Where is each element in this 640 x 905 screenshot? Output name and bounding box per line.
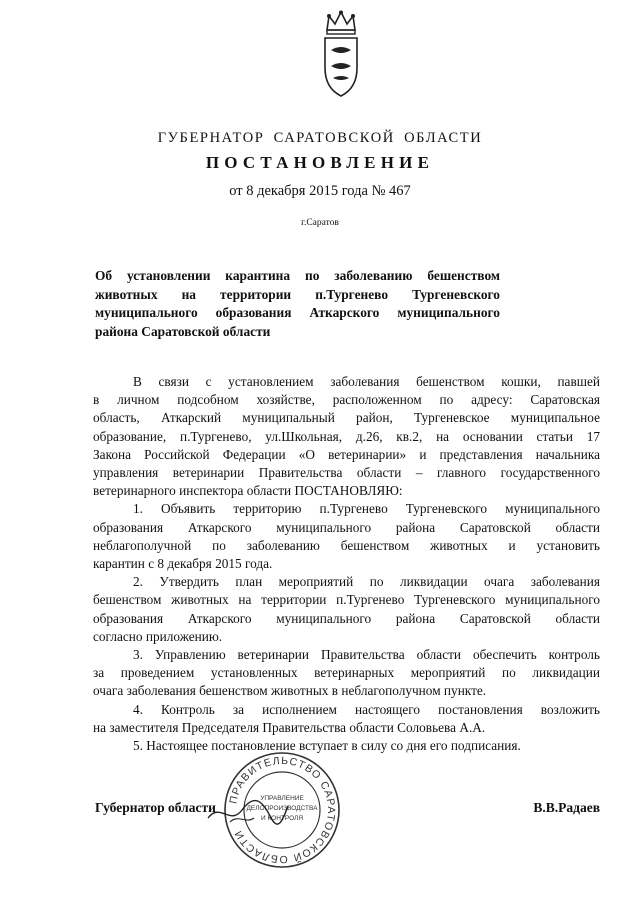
signatory-title: Губернатор области (95, 800, 216, 815)
item-3-paragraph (93, 646, 600, 701)
body-line: область, Аткарский муниципальный район, Тургеневское муниципальное (93, 410, 600, 426)
subject-line: животных на территории п.Тургенево Тургеневского (95, 286, 500, 302)
stamp-ring-text: ПРАВИТЕЛЬСТВО САРАТОВСКОЙ ОБЛАСТИ (227, 754, 338, 866)
body-line: образование, п.Тургенево, ул.Школьная, д.26, кв.2, на основании статьи 17 (93, 428, 600, 444)
subject-line: района Саратовской области (95, 323, 271, 339)
body-line: согласно приложению. (93, 628, 223, 644)
document-type: ПОСТАНОВЛЕНИЕ (205, 153, 435, 172)
body-line: Закона Российской Федерации «О ветеринарии» и представления начальника (93, 446, 600, 462)
body-line: на заместителя Председателя Правительства области Соловьева А.А. (93, 719, 486, 735)
item-2-paragraph (93, 573, 600, 646)
signatory-name: В.В.Радаев (533, 800, 600, 815)
body-line: управления ветеринарии Правительства области – главного государственного (93, 465, 600, 481)
body-line: В связи с установлением заболевания бешенством кошки, павшей (133, 374, 600, 389)
preamble-paragraph (93, 373, 600, 500)
document-subject (95, 267, 500, 341)
coat-of-arms-icon (315, 10, 367, 100)
body-line: 4. Контроль за исполнением настоящего постановления возложить (133, 701, 600, 717)
document-date-number: от 8 декабря 2015 года № 467 (229, 183, 411, 199)
body-line: образования Аткарского муниципального района Саратовской области (93, 610, 600, 626)
handwritten-signature-icon (200, 792, 290, 832)
stamp-center-line: И КОНТРОЛЯ (260, 815, 304, 822)
subject-line: муниципального образования Аткарского муниципального (95, 305, 500, 320)
stamp-center-line: УПРАВЛЕНИЕ (260, 795, 304, 802)
body-line: очага заболевания бешенством животных в неблагополучном пункте. (93, 683, 487, 699)
body-line: за проведением установленных ветеринарных мероприятий по ликвидации (93, 665, 600, 681)
body-line: 2. Утвердить план мероприятий по ликвидации очага заболевания (133, 574, 600, 590)
body-line: бешенством животных на территории п.Тургенево Тургеневского муниципального (93, 592, 600, 608)
body-line: 3. Управлению ветеринарии Правительства области обеспечить контроль (133, 647, 600, 663)
item-5-paragraph (93, 737, 600, 755)
body-line: 5. Настоящее постановление вступает в силу со дня его подписания. (133, 738, 521, 754)
body-line: 1. Объявить территорию п.Тургенево Тургеневского муниципального (133, 501, 600, 517)
document-city: г.Саратов (301, 218, 339, 228)
body-line: карантин с 8 декабря 2015 года. (93, 556, 273, 572)
item-1-paragraph (93, 500, 600, 573)
item-4-paragraph (93, 701, 600, 737)
subject-line: Об установлении карантина по заболеванию бешенством (95, 268, 500, 283)
body-line: ветеринарного инспектора области ПОСТАНОВЛЯЮ: (93, 483, 403, 499)
issuing-authority: ГУБЕРНАТОР САРАТОВСКОЙ ОБЛАСТИ (157, 130, 483, 146)
body-line: в личном подсобном хозяйстве, расположенном по адресу: Саратовская (93, 392, 600, 408)
body-line: неблагополучной по заболеванию бешенством животных и установить (93, 537, 600, 553)
stamp-center-line: ДЕЛОПРОИЗВОДСТВА (246, 805, 318, 812)
body-line: образования Аткарского муниципального района Саратовской области (93, 519, 600, 535)
document-body (93, 373, 600, 755)
